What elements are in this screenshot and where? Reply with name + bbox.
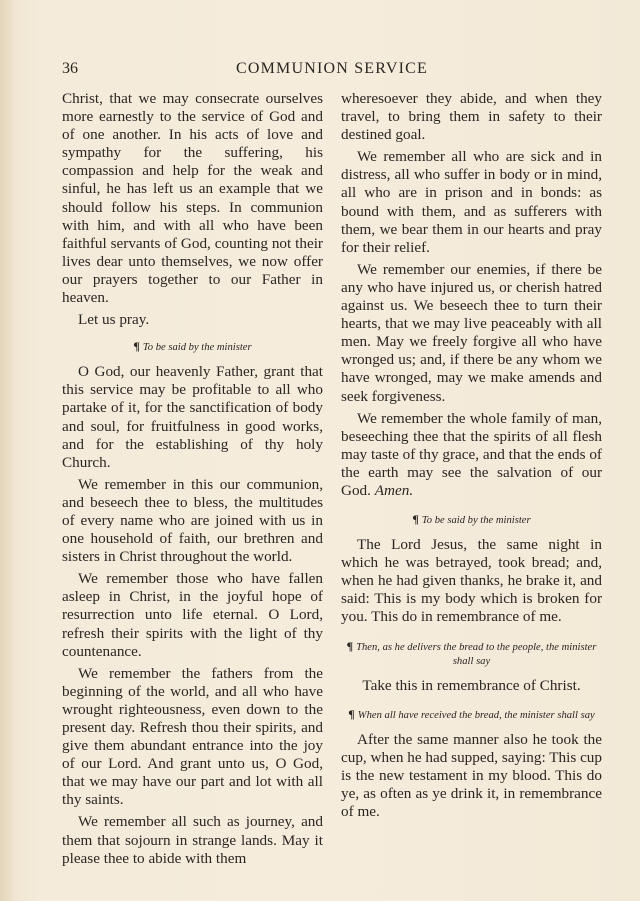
amen: Amen.: [374, 481, 414, 499]
paragraph: We remember in this our communion, and beseech thee to bless, the multitudes of every name who are joined with us in one household of faith, our brethren and sisters in Christ throughout the world.: [62, 475, 323, 566]
pilcrow-icon: ¶: [348, 706, 355, 721]
paragraph: wheresoever they abide, and when they travel, to bring them in safety to their destined goal.: [341, 90, 602, 144]
page-gutter: [0, 0, 14, 901]
pilcrow-icon: ¶: [346, 638, 354, 653]
rubric: [341, 707, 602, 723]
pilcrow-icon: ¶: [412, 512, 419, 527]
paragraph: We remember all who are sick and in distress, all who suffer in body or in mind, all who are in prison and in bonds: as bound with them, and as sufferers with them, we bear them in our hearts and pray for their relief.: [341, 148, 602, 256]
paragraph: We remember our enemies, if there be any who have injured us, or cherish hatred against us. We beseech thee to turn their hearts, that we may live peaceably with all men. May we freely forgive all who have wronged us; and, if there be any whom we have wronged, may we make amends and seek forgiveness.: [341, 260, 602, 405]
paragraph: We remember the fathers from the beginning of the world, and all who have wrought righteousness, even down to the present day. Refresh thou their spirits, and give them abundant entrance into the joy of our Lord. And grant unto us, O God, that we may have our part and lot with all thy saints.: [62, 664, 323, 809]
paragraph: Christ, that we may consecrate ourselves more earnestly to the service of God and of one another. In his acts of love and sympathy for the suffering, his compassion and help for the weak and sinful, he has left us an example that we should follow his steps. In communion with him, and with all who have been faithful servants of God, counting not their lives dear unto themselves, we now offer our prayers together to our Father in heaven.: [62, 90, 323, 307]
paragraph: After the same manner also he took the cup, when he had supped, saying: This cup is the new testament in my blood. This do ye, as often as ye drink it, in remembrance of me.: [341, 730, 602, 820]
paragraph: Let us pray.: [78, 311, 150, 329]
paragraph: [341, 410, 602, 500]
left-column: [62, 90, 323, 868]
rubric: [62, 339, 323, 355]
paragraph: We remember those who have fallen asleep in Christ, in the joyful hope of resurrection unto life eternal. O Lord, refresh their spirits with the light of thy countenance.: [62, 570, 323, 660]
rubric-text: To be said by the minister: [421, 515, 531, 527]
paragraph: Take this in remembrance of Christ.: [362, 676, 581, 694]
rubric-text: Then, as he delivers the bread to the people, the minister shall say: [356, 641, 597, 667]
pilcrow-icon: ¶: [133, 339, 140, 354]
page-header: [62, 60, 602, 80]
paragraph-text: We remember the whole family of man, beseeching thee that the spirits of all flesh may taste of thy grace, and that the ends of the earth may see the salvation of our God.: [341, 409, 602, 499]
paragraph: O God, our heavenly Father, grant that this service may be profitable to all who partake of it, for the sanctification of body and soul, for fruitfulness in good works, and for the establishing of thy holy Church.: [62, 363, 323, 471]
rubric: [341, 639, 602, 669]
right-column: [341, 90, 602, 821]
paragraph: We remember all such as journey, and them that sojourn in strange lands. May it please thee to abide with them: [62, 813, 323, 867]
paragraph: The Lord Jesus, the same night in which he was betrayed, took bread; and, when he had given thanks, he brake it, and said: This is my body which is broken for you. This do in remembrance of me.: [341, 536, 602, 626]
page-number: 36: [62, 60, 78, 77]
rubric-text: To be said by the minister: [142, 342, 252, 354]
rubric-text: When all have received the bread, the minister shall say: [357, 709, 595, 721]
running-head: COMMUNION SERVICE: [235, 60, 429, 77]
rubric: [341, 512, 602, 528]
